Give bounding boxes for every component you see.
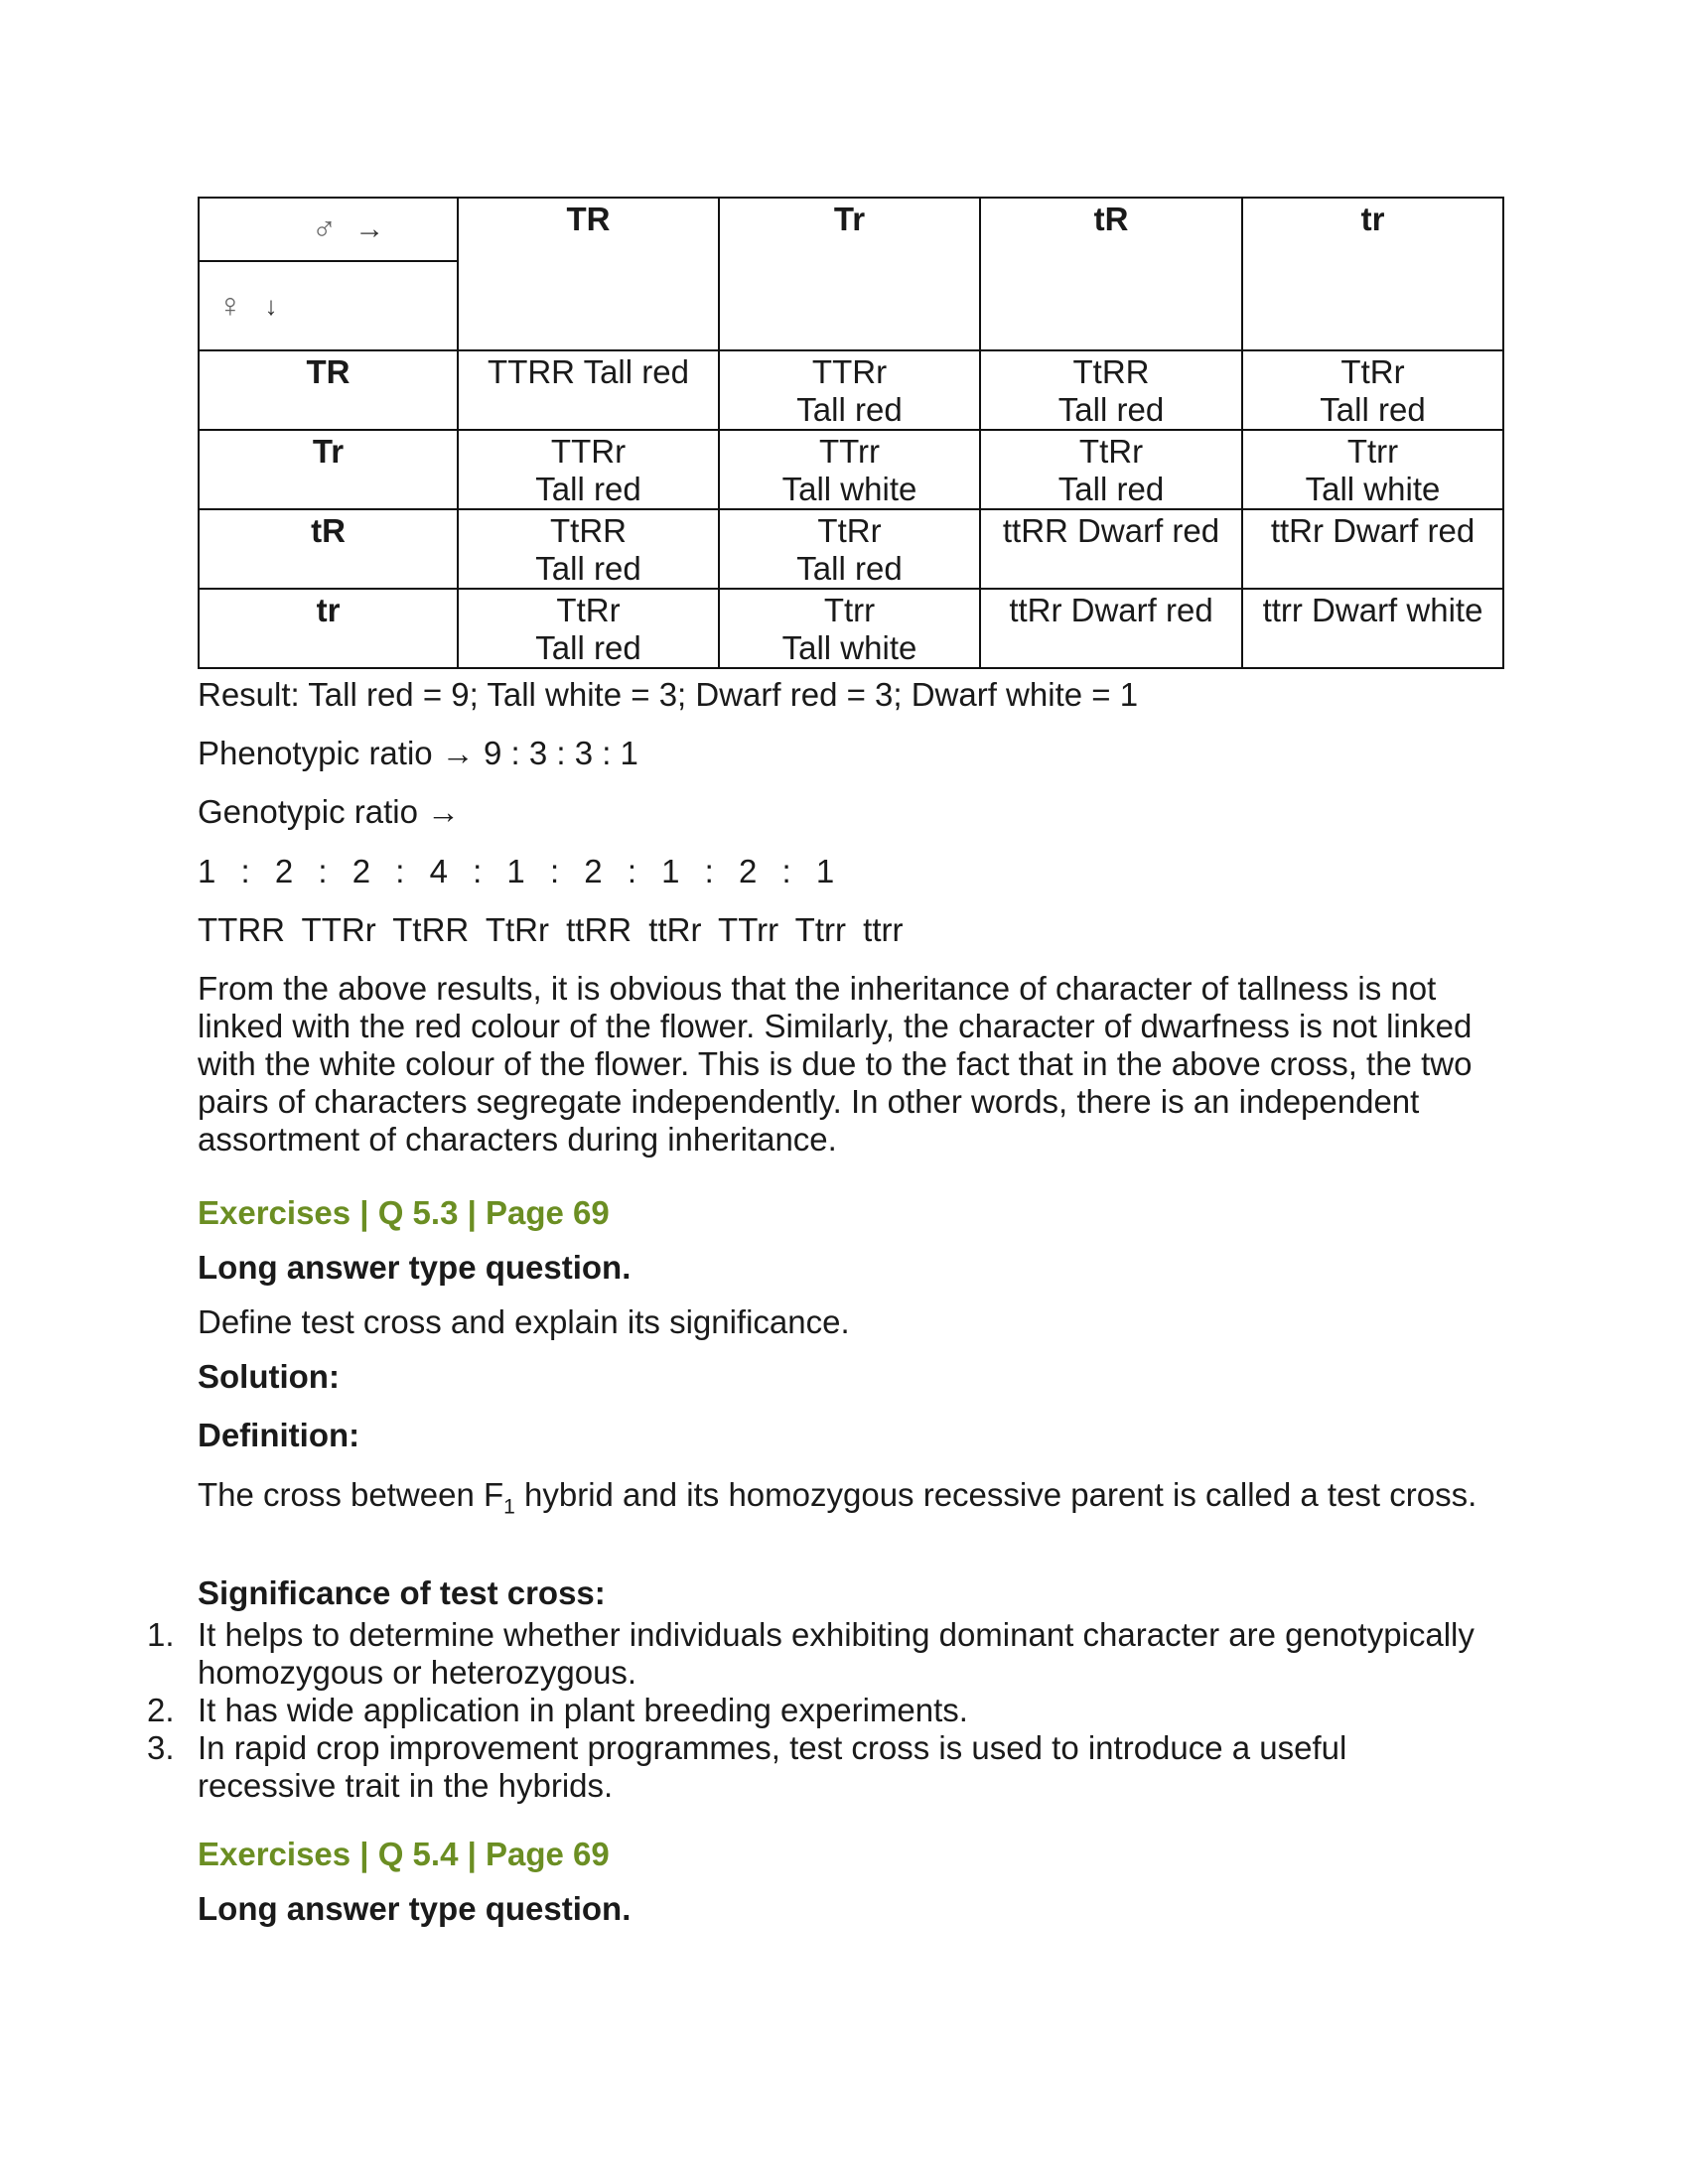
table-row xyxy=(199,509,1503,589)
result-line: Result: Tall red = 9; Tall white = 3; Dwarf red = 3; Dwarf white = 1 xyxy=(198,676,1139,713)
column-header: TR xyxy=(458,198,719,350)
table-cell: TtRR Tall red xyxy=(980,350,1242,430)
definition-label: Definition: xyxy=(198,1417,360,1453)
table-cell: Ttrr Tall white xyxy=(1242,430,1503,509)
table-cell: TtRr Tall red xyxy=(980,430,1242,509)
male-gametes-header xyxy=(200,199,457,262)
table-cell: TtRR Tall red xyxy=(458,509,719,589)
male-symbol-icon: ♂ xyxy=(311,210,338,248)
question-heading-5-3[interactable]: Exercises | Q 5.3 | Page 69 xyxy=(198,1194,610,1231)
question-type-label: Long answer type question. xyxy=(198,1249,632,1286)
row-header: tr xyxy=(199,589,458,668)
table-row xyxy=(199,430,1503,509)
right-arrow-icon: → xyxy=(354,212,385,245)
table-cell: TtRr Tall red xyxy=(458,589,719,668)
question-text: Define test cross and explain its significance. xyxy=(198,1303,850,1340)
down-arrow-icon: ↓ xyxy=(264,291,278,321)
list-item: 1. It helps to determine whether individuals exhibiting dominant character are genotypically homozygous or heterozygous. xyxy=(147,1616,1475,1691)
table-cell: TTRr Tall red xyxy=(458,430,719,509)
conclusion-paragraph: From the above results, it is obvious that the inheritance of character of tallness is not linked with the red colour of the flower. Similarly, the character of dwarfness is not linked with the white colour of the flower. This is due to the fact that in the above cross, the two pairs of characters segregate independently. In other words, there is an independent assortment of characters during inheritance. xyxy=(198,970,1473,1158)
genotype-labels: TTRR TTRr TtRR TtRr ttRR ttRr TTrr Ttrr ttrr xyxy=(198,911,904,948)
significance-list xyxy=(147,1616,1487,1805)
question-type-label: Long answer type question. xyxy=(198,1890,632,1927)
punnett-square-table xyxy=(198,197,1504,669)
female-gametes-header xyxy=(200,262,457,349)
table-cell: TtRr Tall red xyxy=(719,509,980,589)
question-heading-5-4[interactable]: Exercises | Q 5.4 | Page 69 xyxy=(198,1836,610,1872)
table-cell: Ttrr Tall white xyxy=(719,589,980,668)
genotypic-ratio-label: Genotypic ratio → xyxy=(198,793,461,830)
column-header: Tr xyxy=(719,198,980,350)
table-cell: TTrr Tall white xyxy=(719,430,980,509)
table-cell: TTRR Tall red xyxy=(458,350,719,430)
column-header: tR xyxy=(980,198,1242,350)
row-header: tR xyxy=(199,509,458,589)
significance-label: Significance of test cross: xyxy=(198,1574,606,1611)
female-symbol-icon: ♀ xyxy=(217,287,243,325)
column-header: tr xyxy=(1242,198,1503,350)
genotypic-ratio-numbers: 1 : 2 : 2 : 4 : 1 : 2 : 1 : 2 : 1 xyxy=(198,853,836,889)
table-row xyxy=(199,589,1503,668)
table-cell: ttRr Dwarf red xyxy=(980,589,1242,668)
table-cell: TtRr Tall red xyxy=(1242,350,1503,430)
table-cell: ttRR Dwarf red xyxy=(980,509,1242,589)
list-item: 2. It has wide application in plant breeding experiments. xyxy=(147,1692,968,1728)
table-row xyxy=(199,350,1503,430)
definition-text: The cross between $F_1$ hybrid and its homozygous recessive parent is called a test cross. xyxy=(198,1476,1477,1519)
table-cell: TTRr Tall red xyxy=(719,350,980,430)
table-cell: ttRr Dwarf red xyxy=(1242,509,1503,589)
row-header: Tr xyxy=(199,430,458,509)
solution-label: Solution: xyxy=(198,1358,340,1395)
table-corner-cell xyxy=(199,198,458,350)
list-item: 3. In rapid crop improvement programmes, test cross is used to introduce a useful recessive trait in the hybrids. xyxy=(147,1729,1347,1804)
phenotypic-ratio: Phenotypic ratio → 9 : 3 : 3 : 1 xyxy=(198,735,638,771)
row-header: TR xyxy=(199,350,458,430)
table-cell: ttrr Dwarf white xyxy=(1242,589,1503,668)
